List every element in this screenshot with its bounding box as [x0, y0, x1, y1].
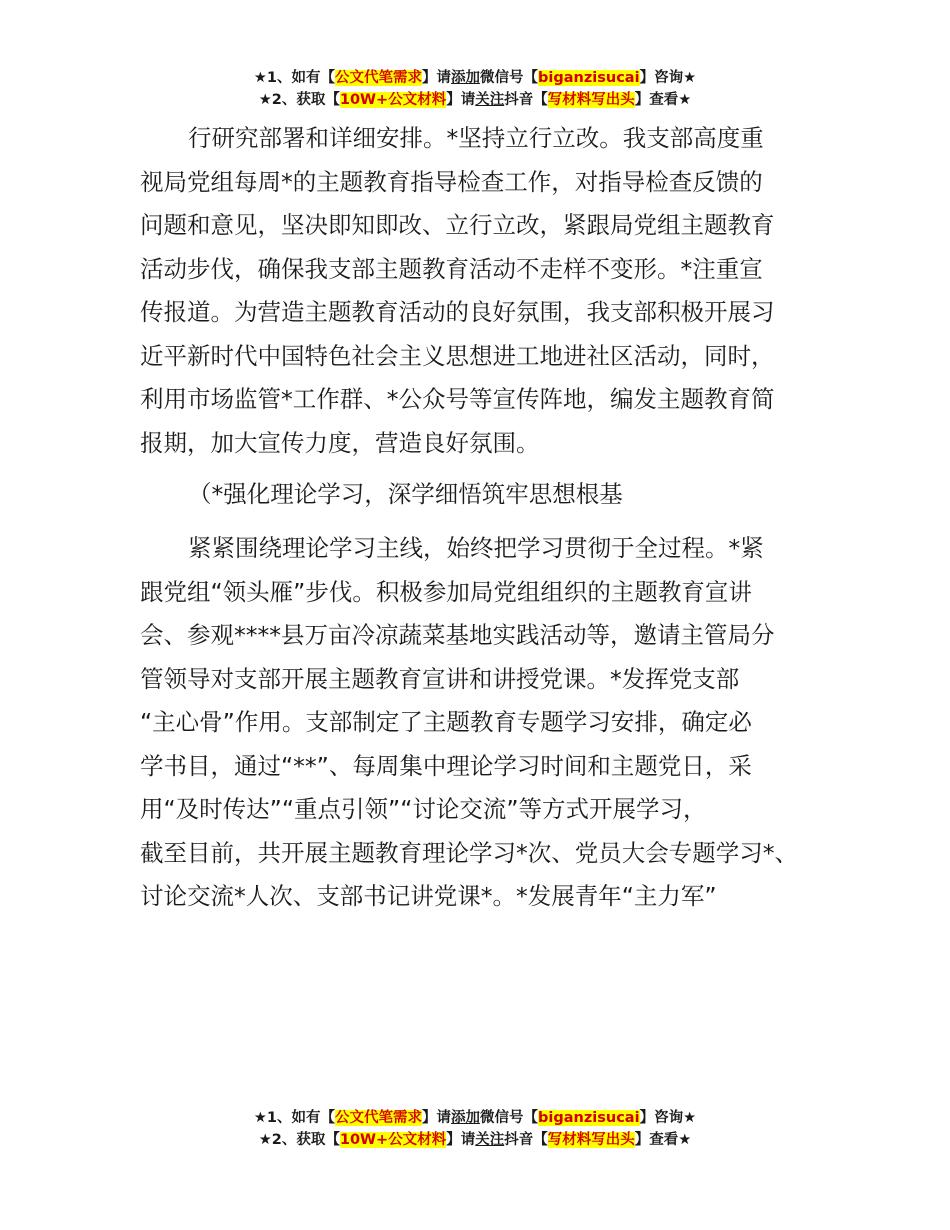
- text-line: 利用市场监管*工作群、*公众号等宣传阵地，编发主题教育简: [140, 385, 775, 413]
- banner-text: 】咨询★: [639, 1110, 697, 1126]
- banner-text: 】查看★: [634, 1132, 692, 1148]
- banner-highlight: 公文代笔需求: [335, 1110, 423, 1126]
- banner-underlined: 添加: [451, 1110, 481, 1126]
- banner-text: ★2、获取【: [258, 1132, 340, 1148]
- text-line: 用“及时传达”“重点引领”“讨论交流”等方式开展学习，: [140, 795, 707, 823]
- text-line: 管领导对支部开展主题教育宣讲和讲授党课。*发挥党支部: [140, 664, 740, 693]
- text-line: 紧紧围绕理论学习主线，始终把学习贯彻于全过程。*紧: [188, 534, 764, 562]
- text-line: 近平新时代中国特色社会主义思想进工地进社区活动，同时，: [140, 341, 775, 370]
- banner-line-1: [0, 67, 950, 89]
- text-line: 行研究部署和详细安排。*坚持立行立改。我支部高度重: [188, 124, 764, 152]
- banner-text: 抖音【: [504, 92, 548, 108]
- banner-text: 】请: [446, 1132, 476, 1148]
- banner-text: 】查看★: [634, 92, 692, 108]
- text-line: 讨论交流*人次、支部书记讲党课*。*发展青年“主力军”: [140, 882, 717, 910]
- banner-text: 微信号【: [480, 1110, 539, 1126]
- banner-underlined: 关注: [475, 92, 505, 108]
- text-line: 跟党组“领头雁”步伐。积极参加局党组组织的主题教育宣讲: [140, 577, 752, 606]
- banner-text: 】咨询★: [639, 70, 697, 86]
- text-line: 学书目，通过“**”、每周集中理论学习时间和主题党日，采: [140, 751, 752, 780]
- douyin-account: 写材料写出头: [547, 1132, 635, 1148]
- banner-underlined: 添加: [451, 70, 481, 86]
- text-line: 报期，加大宣传力度，营造良好氛围。: [140, 428, 540, 457]
- section-heading-text: （*强化理论学习，深学细悟筑牢思想根基: [188, 480, 623, 508]
- wechat-id: biganzisucai: [538, 70, 640, 86]
- text-line: “主心骨”作用。支部制定了主题教育专题学习安排，确定必: [140, 708, 752, 736]
- text-line: 问题和意见，坚决即知即改、立行立改，紧跟局党组主题教育: [140, 211, 775, 239]
- wechat-id: biganzisucai: [538, 1110, 640, 1126]
- banner-text: 】请: [422, 70, 452, 86]
- text-line: 活动步伐，确保我支部主题教育活动不走样不变形。*注重宣: [140, 254, 763, 283]
- banner-text: 】请: [422, 1110, 452, 1126]
- banner-highlight: 10W+公文材料: [339, 1132, 447, 1148]
- paragraph-2: [140, 527, 820, 919]
- header-banner: [0, 67, 950, 111]
- banner-text: ★1、如有【: [253, 1110, 336, 1126]
- text-line: 传报道。为营造主题教育活动的良好氛围，我支部积极开展习: [140, 298, 775, 326]
- banner-highlight: 公文代笔需求: [335, 70, 423, 86]
- text-line: 会、参观****县万亩冷凉蔬菜基地实践活动等，邀请主管局分: [140, 621, 775, 649]
- douyin-account: 写材料写出头: [547, 92, 635, 108]
- text-line: 截至目前，共开展主题教育理论学习*次、党员大会专题学习*、: [140, 838, 798, 867]
- banner-text: ★2、获取【: [258, 92, 340, 108]
- footer-banner: [0, 1107, 950, 1151]
- banner-line-2: [0, 89, 950, 111]
- banner-text: ★1、如有【: [253, 70, 336, 86]
- banner-underlined: 关注: [475, 1132, 505, 1148]
- banner-text: 微信号【: [480, 70, 539, 86]
- banner-line-1: [0, 1107, 950, 1129]
- section-heading: [140, 473, 623, 517]
- banner-text: 抖音【: [504, 1132, 548, 1148]
- text-line: 视局党组每周*的主题教育指导检查工作，对指导检查反馈的: [140, 167, 763, 196]
- banner-highlight: 10W+公文材料: [339, 92, 447, 108]
- banner-line-2: [0, 1129, 950, 1151]
- banner-text: 】请: [446, 92, 476, 108]
- paragraph-1: [140, 117, 820, 465]
